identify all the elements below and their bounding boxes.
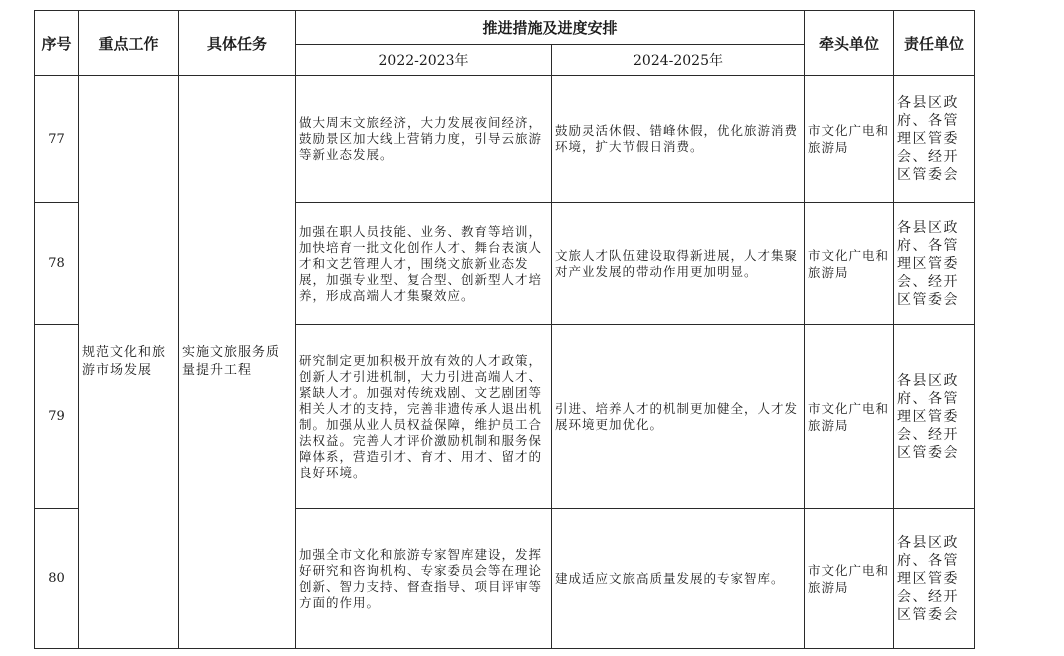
row-seq: 77 xyxy=(35,76,79,203)
row-seq: 78 xyxy=(35,203,79,325)
lead-unit-cell: 市文化广电和旅游局 xyxy=(805,76,894,203)
period1-cell: 加强全市文化和旅游专家智库建设，发挥好研究和咨询机构、专家委员会等在理论创新、智力支持、督查指导、项目评审等方面的作用。 xyxy=(296,509,552,649)
row-seq: 79 xyxy=(35,325,79,509)
period1-cell: 研究制定更加积极开放有效的人才政策，创新人才引进机制，大力引进高端人才、紧缺人才。加强对传统戏剧、文艺剧团等相关人才的支持，完善非遗传承人退出机制。加强从业人员权益保障，维护员工合法权益。完善人才评价激励机制和服务保障体系，营造引才、育才、用才、留才的良好环境。 xyxy=(296,325,552,509)
lead-unit-cell: 市文化广电和旅游局 xyxy=(805,509,894,649)
header-lead: 牵头单位 xyxy=(805,11,894,76)
responsible-unit-cell: 各县区政府、各管理区管委会、经开区管委会 xyxy=(894,509,975,649)
header-responsible: 责任单位 xyxy=(894,11,975,76)
task-cell: 实施文旅服务质量提升工程 xyxy=(179,76,296,649)
period1-cell: 加强在职人员技能、业务、教育等培训，加快培育一批文化创作人才、舞台表演人才和文艺管理人才，围绕文旅新业态发展，加强专业型、复合型、创新型人才培养，形成高端人才集聚效应。 xyxy=(296,203,552,325)
lead-unit-cell: 市文化广电和旅游局 xyxy=(805,203,894,325)
table-row xyxy=(35,76,975,203)
header-seq: 序号 xyxy=(35,11,79,76)
responsible-unit-cell: 各县区政府、各管理区管委会、经开区管委会 xyxy=(894,76,975,203)
period2-cell: 建成适应文旅高质量发展的专家智库。 xyxy=(552,509,805,649)
responsible-unit-cell: 各县区政府、各管理区管委会、经开区管委会 xyxy=(894,325,975,509)
task-table xyxy=(34,10,975,649)
period1-cell: 做大周末文旅经济，大力发展夜间经济，鼓励景区加大线上营销力度，引导云旅游等新业态发展。 xyxy=(296,76,552,203)
period2-cell: 文旅人才队伍建设取得新进展，人才集聚对产业发展的带动作用更加明显。 xyxy=(552,203,805,325)
header-period-1: 2022-2023年 xyxy=(296,45,552,76)
row-seq: 80 xyxy=(35,509,79,649)
lead-unit-cell: 市文化广电和旅游局 xyxy=(805,325,894,509)
header-period-2: 2024-2025年 xyxy=(552,45,805,76)
period2-cell: 引进、培养人才的机制更加健全，人才发展环境更加优化。 xyxy=(552,325,805,509)
header-measures: 推进措施及进度安排 xyxy=(296,11,805,45)
responsible-unit-cell: 各县区政府、各管理区管委会、经开区管委会 xyxy=(894,203,975,325)
period2-cell: 鼓励灵活休假、错峰休假，优化旅游消费环境，扩大节假日消费。 xyxy=(552,76,805,203)
header-key-work: 重点工作 xyxy=(79,11,179,76)
header-task: 具体任务 xyxy=(179,11,296,76)
key-work-cell: 规范文化和旅游市场发展 xyxy=(79,76,179,649)
